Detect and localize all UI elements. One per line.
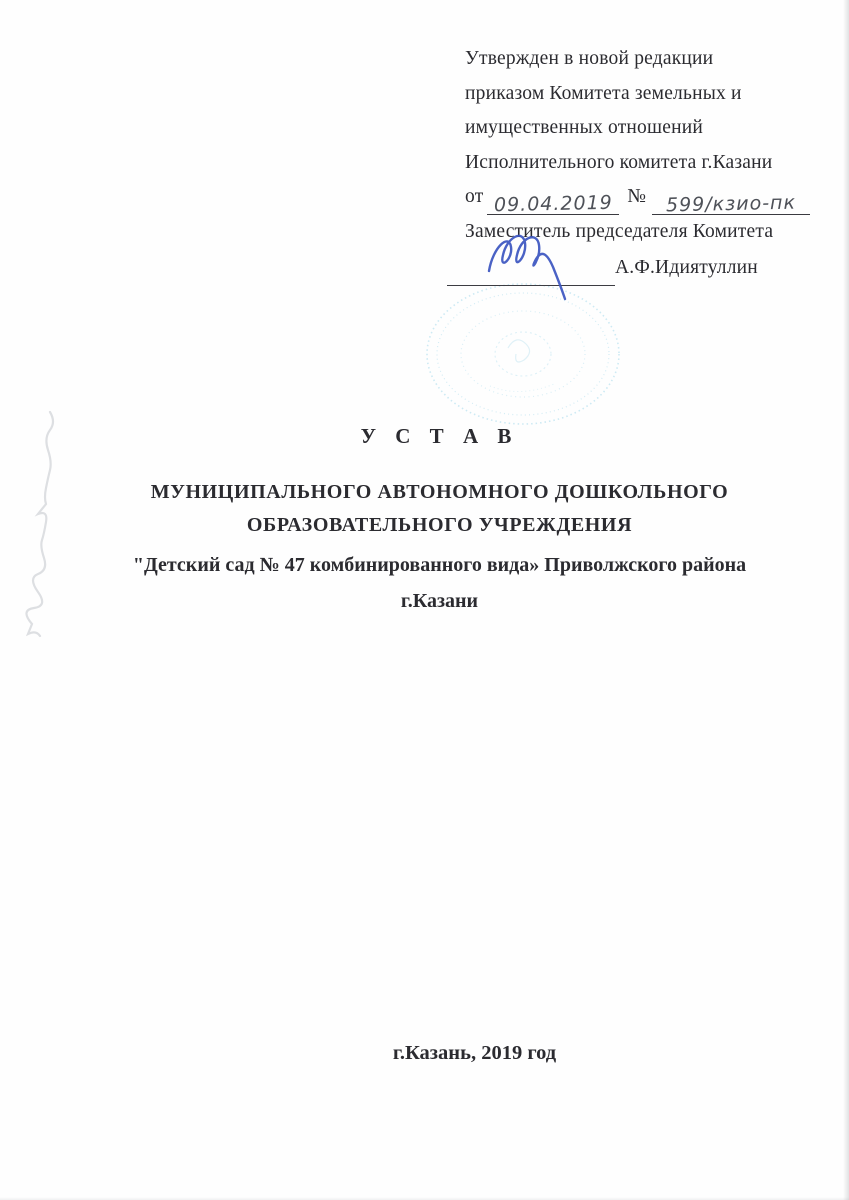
approval-line: Исполнительного комитета г.Казани xyxy=(465,151,773,173)
date-label: от xyxy=(465,186,484,207)
signer-name: А.Ф.Идиятуллин xyxy=(615,257,758,278)
round-seal-stamp-icon xyxy=(420,278,626,430)
handwritten-date: 09.04.2019 xyxy=(493,191,614,216)
organization-name-line2: ОБРАЗОВАТЕЛЬНОГО УЧРЕЖДЕНИЯ xyxy=(246,514,633,536)
institution-city-line: г.Казани xyxy=(400,590,479,612)
scan-edge-shadow xyxy=(843,0,849,1200)
footer-city-year: г.Казань, 2019 год xyxy=(392,1042,557,1064)
institution-name-line: "Детский сад № 47 комбинированного вида» Приволжского района xyxy=(132,554,747,576)
number-label: № xyxy=(627,186,647,207)
organization-name-line1: МУНИЦИПАЛЬНОГО АВТОНОМНОГО ДОШКОЛЬНОГО xyxy=(150,481,729,503)
approval-line: приказом Комитета земельных и xyxy=(465,82,742,104)
approval-line: Утвержден в новой редакции xyxy=(465,48,714,69)
title-block xyxy=(45,424,834,619)
handwritten-order-number: 599/кзио-пк xyxy=(666,191,797,216)
signature-row xyxy=(465,251,825,286)
document-type-heading: У С Т А В xyxy=(360,424,519,448)
approval-block xyxy=(465,42,825,286)
signature-line xyxy=(447,261,615,286)
approval-line: имущественных отношений xyxy=(465,117,703,138)
order-date-number-line xyxy=(465,180,825,215)
signer-title: Заместитель председателя Комитета xyxy=(465,220,774,242)
